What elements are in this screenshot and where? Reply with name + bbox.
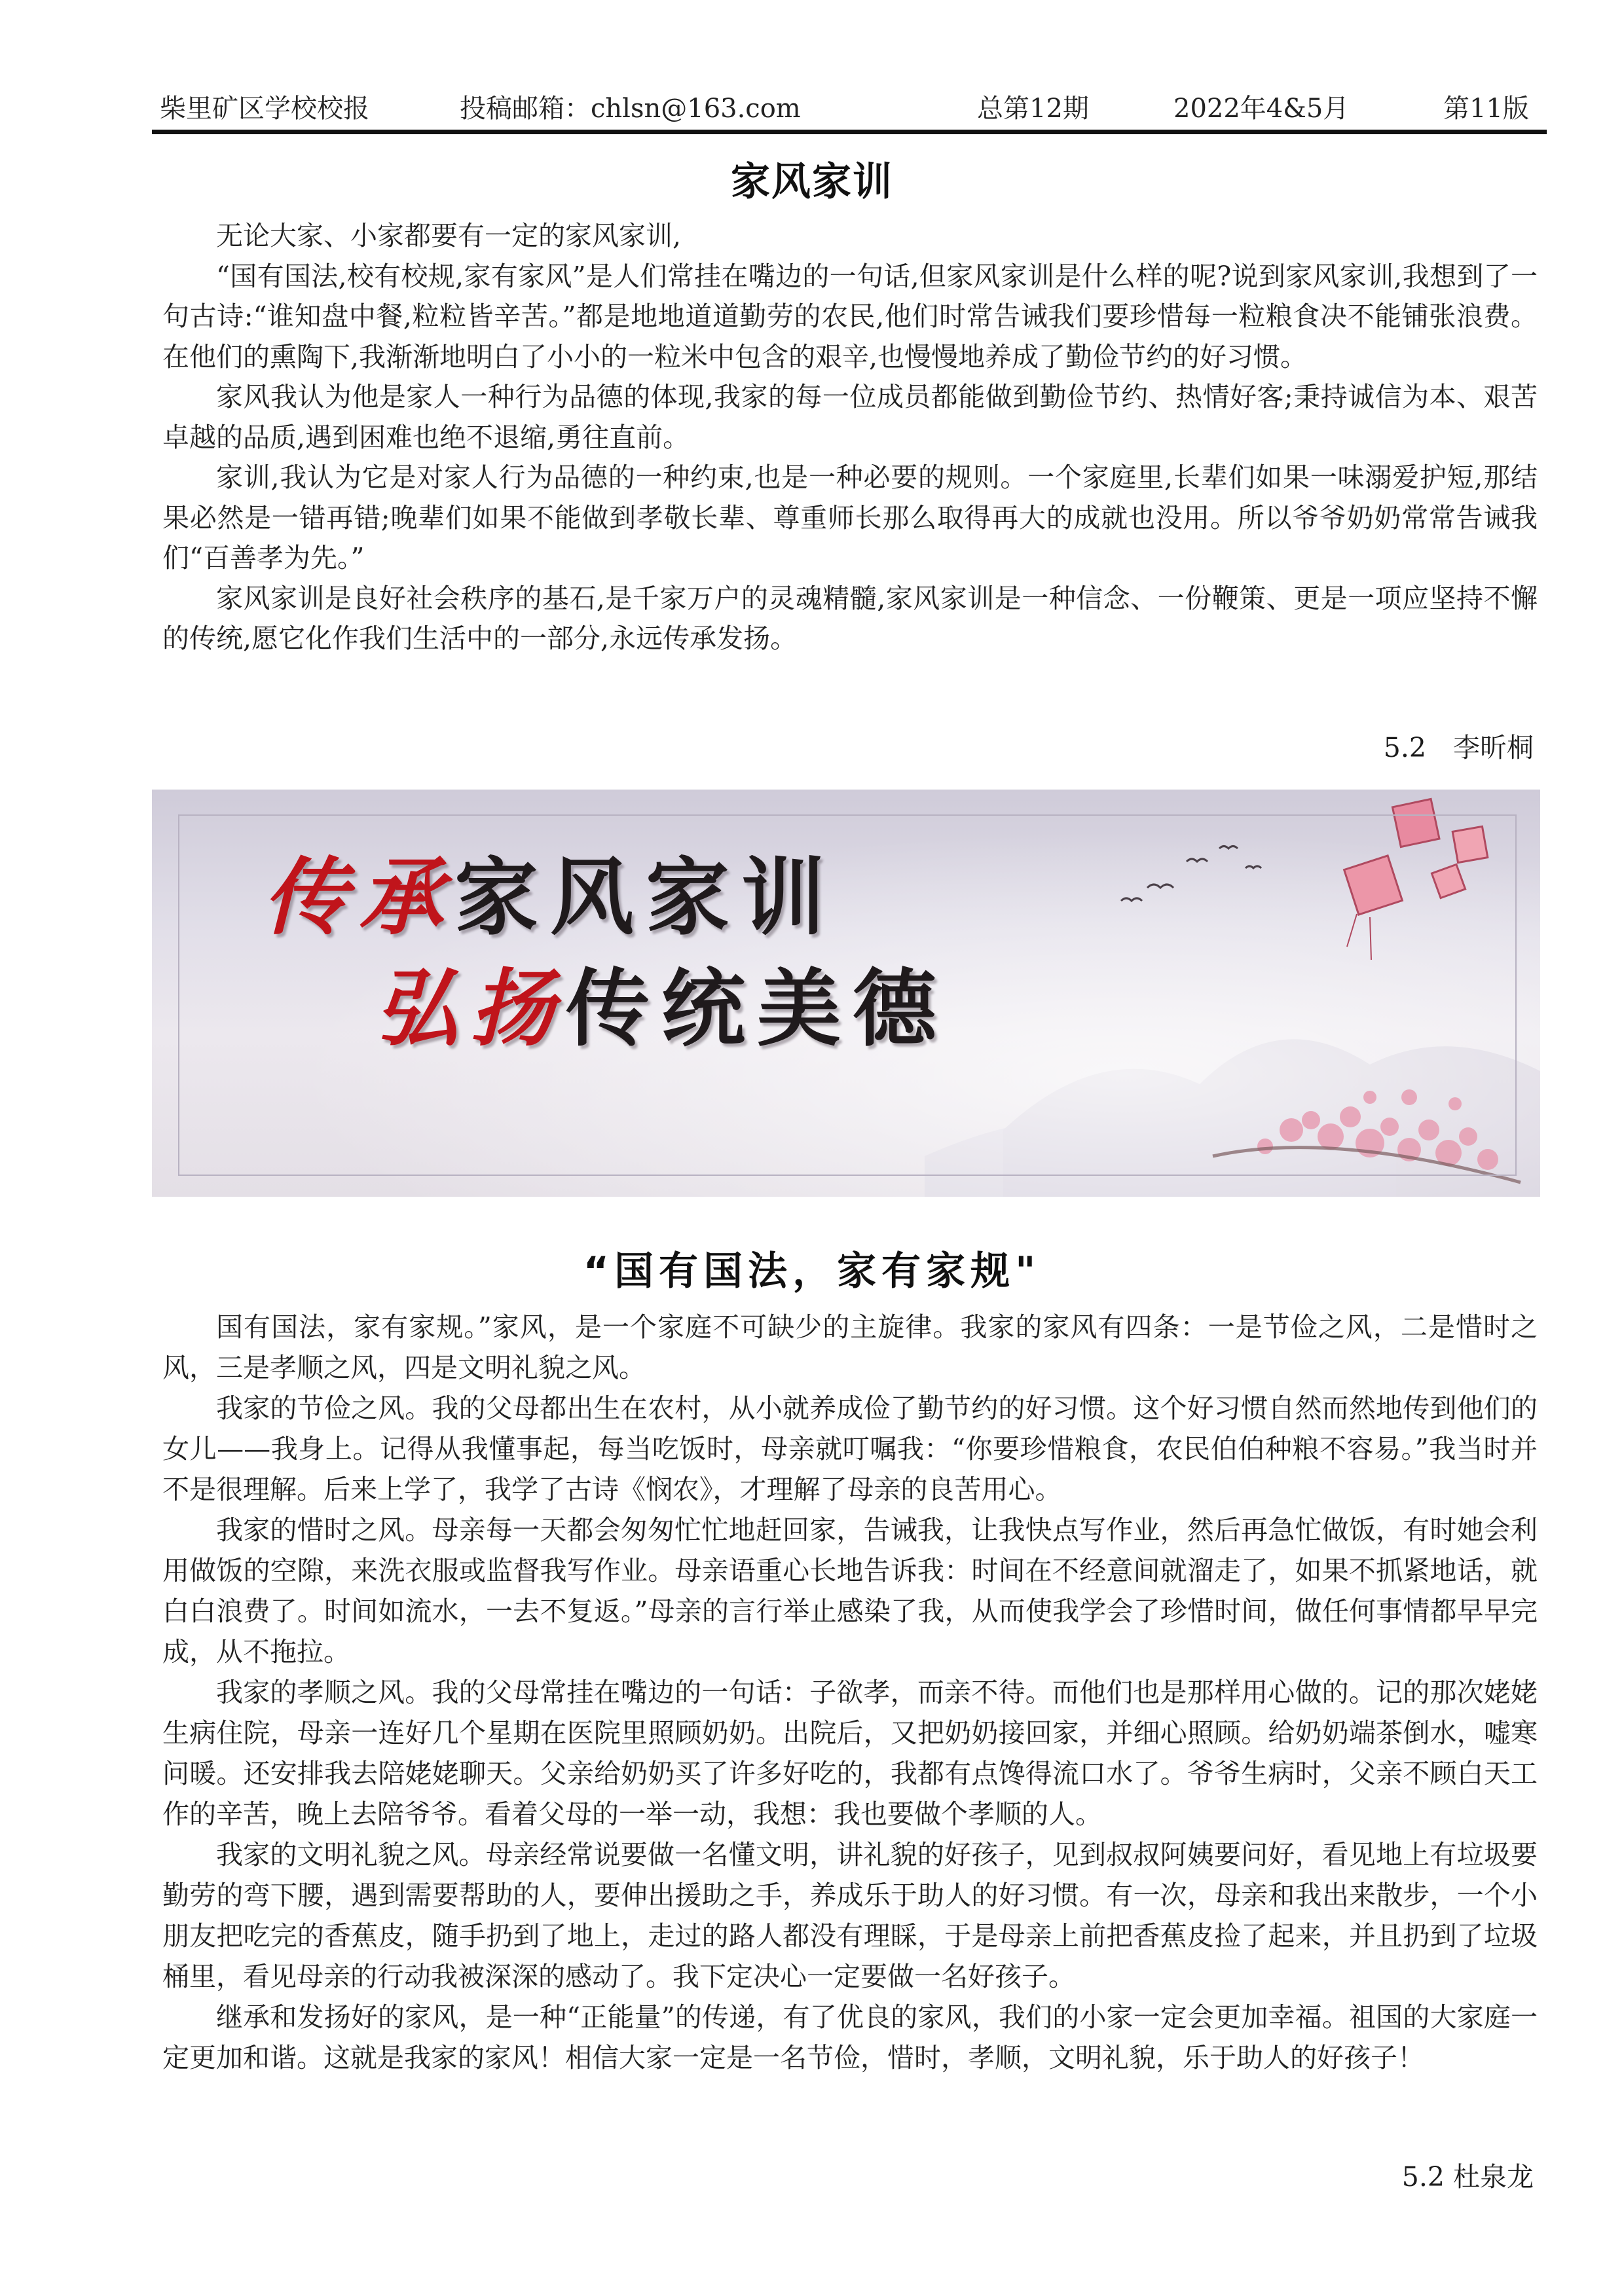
article1-signature: 5.2 李昕桐 xyxy=(1383,732,1534,763)
banner-line-1 xyxy=(263,848,837,947)
banner-red-text: 弘扬 xyxy=(375,960,566,1058)
page-number: 第11版 xyxy=(1443,94,1529,124)
article1-paragraph: 无论大家、小家都要有一定的家风家训, xyxy=(216,220,682,251)
article1-body xyxy=(162,216,1538,659)
article1-paragraph: “国有国法,校有校规,家有家风”是人们常挂在嘴边的一句话,但家风家训是什么样的呢?说到家风家训,我想到了一句古诗:“谁知盘中餐,粒粒皆辛苦。”都是地地道道勤劳的农民,他们时常告诫我们要珍惜每一粒粮食决不能铺张浪费。在他们的熏陶下,我渐渐地明白了小小的一粒米中包含的艰辛,也慢慢地养成了勤俭节约的好习惯。 xyxy=(162,260,1538,373)
banner-dark-text: 家风家训 xyxy=(454,848,838,947)
school-name: 柴里矿区学校校报 xyxy=(160,94,369,124)
article2-paragraph: 国有国法，家有家规。”家风，是一个家庭不可缺少的主旋律。我家的家风有四条：一是节俭之风，二是惜时之风，三是孝顺之风，四是文明礼貌之风。 xyxy=(162,1311,1538,1383)
article1-paragraph: 家训,我认为它是对家人行为品德的一种约束,也是一种必要的规则。一个家庭里,长辈们如果一味溺爱护短,那结果必然是一错再错;晚辈们如果不能做到孝敬长辈、尊重师长那么取得再大的成就也没用。所以爷爷奶奶常常告诫我们“百善孝为先。” xyxy=(162,462,1538,574)
banner-red-text: 传承 xyxy=(263,848,455,947)
article2-body xyxy=(162,1307,1538,2078)
issue-number: 总第12期 xyxy=(977,94,1089,124)
header-rule xyxy=(152,130,1547,134)
article2-title: “国有国法，家有家规" xyxy=(583,1248,1041,1294)
banner-dark-text: 传统美德 xyxy=(566,960,949,1058)
article2-paragraph: 我家的孝顺之风。我的父母常挂在嘴边的一句话：子欲孝，而亲不待。而他们也是那样用心做的。记的那次姥姥生病住院，母亲一连好几个星期在医院里照顾奶奶。出院后，又把奶奶接回家，并细心照顾。给奶奶端茶倒水，嘘寒问暖。还安排我去陪姥姥聊天。父亲给奶奶买了许多好吃的，我都有点馋得流口水了。爷爷生病时，父亲不顾白天工作的辛苦，晚上去陪爷爷。看着父母的一举一动，我想：我也要做个孝顺的人。 xyxy=(162,1677,1538,1830)
banner-image xyxy=(152,790,1540,1197)
masthead xyxy=(152,89,1547,128)
issue-date: 2022年4&5月 xyxy=(1173,94,1350,124)
submission-email: 投稿邮箱：chlsn@163.com xyxy=(460,94,801,124)
article2-paragraph: 我家的文明礼貌之风。母亲经常说要做一名懂文明，讲礼貌的好孩子，见到叔叔阿姨要问好，看见地上有垃圾要勤劳的弯下腰，遇到需要帮助的人，要伸出援助之手，养成乐于助人的好习惯。有一次，母亲和我出来散步，一个小朋友把吃完的香蕉皮，随手扔到了地上，走过的路人都没有理睬，于是母亲上前把香蕉皮捡了起来，并且扔到了垃圾桶里，看见母亲的行动我被深深的感动了。我下定决心一定要做一名好孩子。 xyxy=(162,1839,1538,1992)
article1-paragraph: 家风我认为他是家人一种行为品德的体现,我家的每一位成员都能做到勤俭节约、热情好客;秉持诚信为本、艰苦卓越的品质,遇到困难也绝不退缩,勇往直前。 xyxy=(162,381,1538,453)
article2-paragraph: 我家的节俭之风。我的父母都出生在农村，从小就养成俭了勤节约的好习惯。这个好习惯自然而然地传到他们的女儿——我身上。记得从我懂事起，每当吃饭时，母亲就叮嘱我：“你要珍惜粮食，农民伯伯种粮不容易。”我当时并不是很理解。后来上学了，我学了古诗《悯农》，才理解了母亲的良苦用心。 xyxy=(162,1393,1538,1505)
article2-paragraph: 我家的惜时之风。母亲每一天都会匆匆忙忙地赶回家，告诫我，让我快点写作业，然后再急忙做饭，有时她会利用做饭的空隙，来洗衣服或监督我写作业。母亲语重心长地告诉我：时间在不经意间就溜走了，如果不抓紧地话，就白白浪费了。时间如流水，一去不复返。”母亲的言行举止感染了我，从而使我学会了珍惜时间，做任何事情都早早完成，从不拖拉。 xyxy=(162,1514,1538,1667)
article2-paragraph: 继承和发扬好的家风，是一种“正能量”的传递，有了优良的家风，我们的小家一定会更加幸福。祖国的大家庭一定更加和谐。这就是我家的家风！相信大家一定是一名节俭，惜时，孝顺，文明礼貌，乐于助人的好孩子！ xyxy=(162,2001,1538,2073)
article1-paragraph: 家风家训是良好社会秩序的基石,是千家万户的灵魂精髓,家风家训是一种信念、一份鞭策、更是一项应坚持不懈的传统,愿它化作我们生活中的一部分,永远传承发扬。 xyxy=(162,582,1538,654)
banner-line-2 xyxy=(375,960,948,1058)
article1-title: 家风家训 xyxy=(731,159,893,205)
article2-signature: 5.2 杜泉龙 xyxy=(1401,2161,1534,2193)
